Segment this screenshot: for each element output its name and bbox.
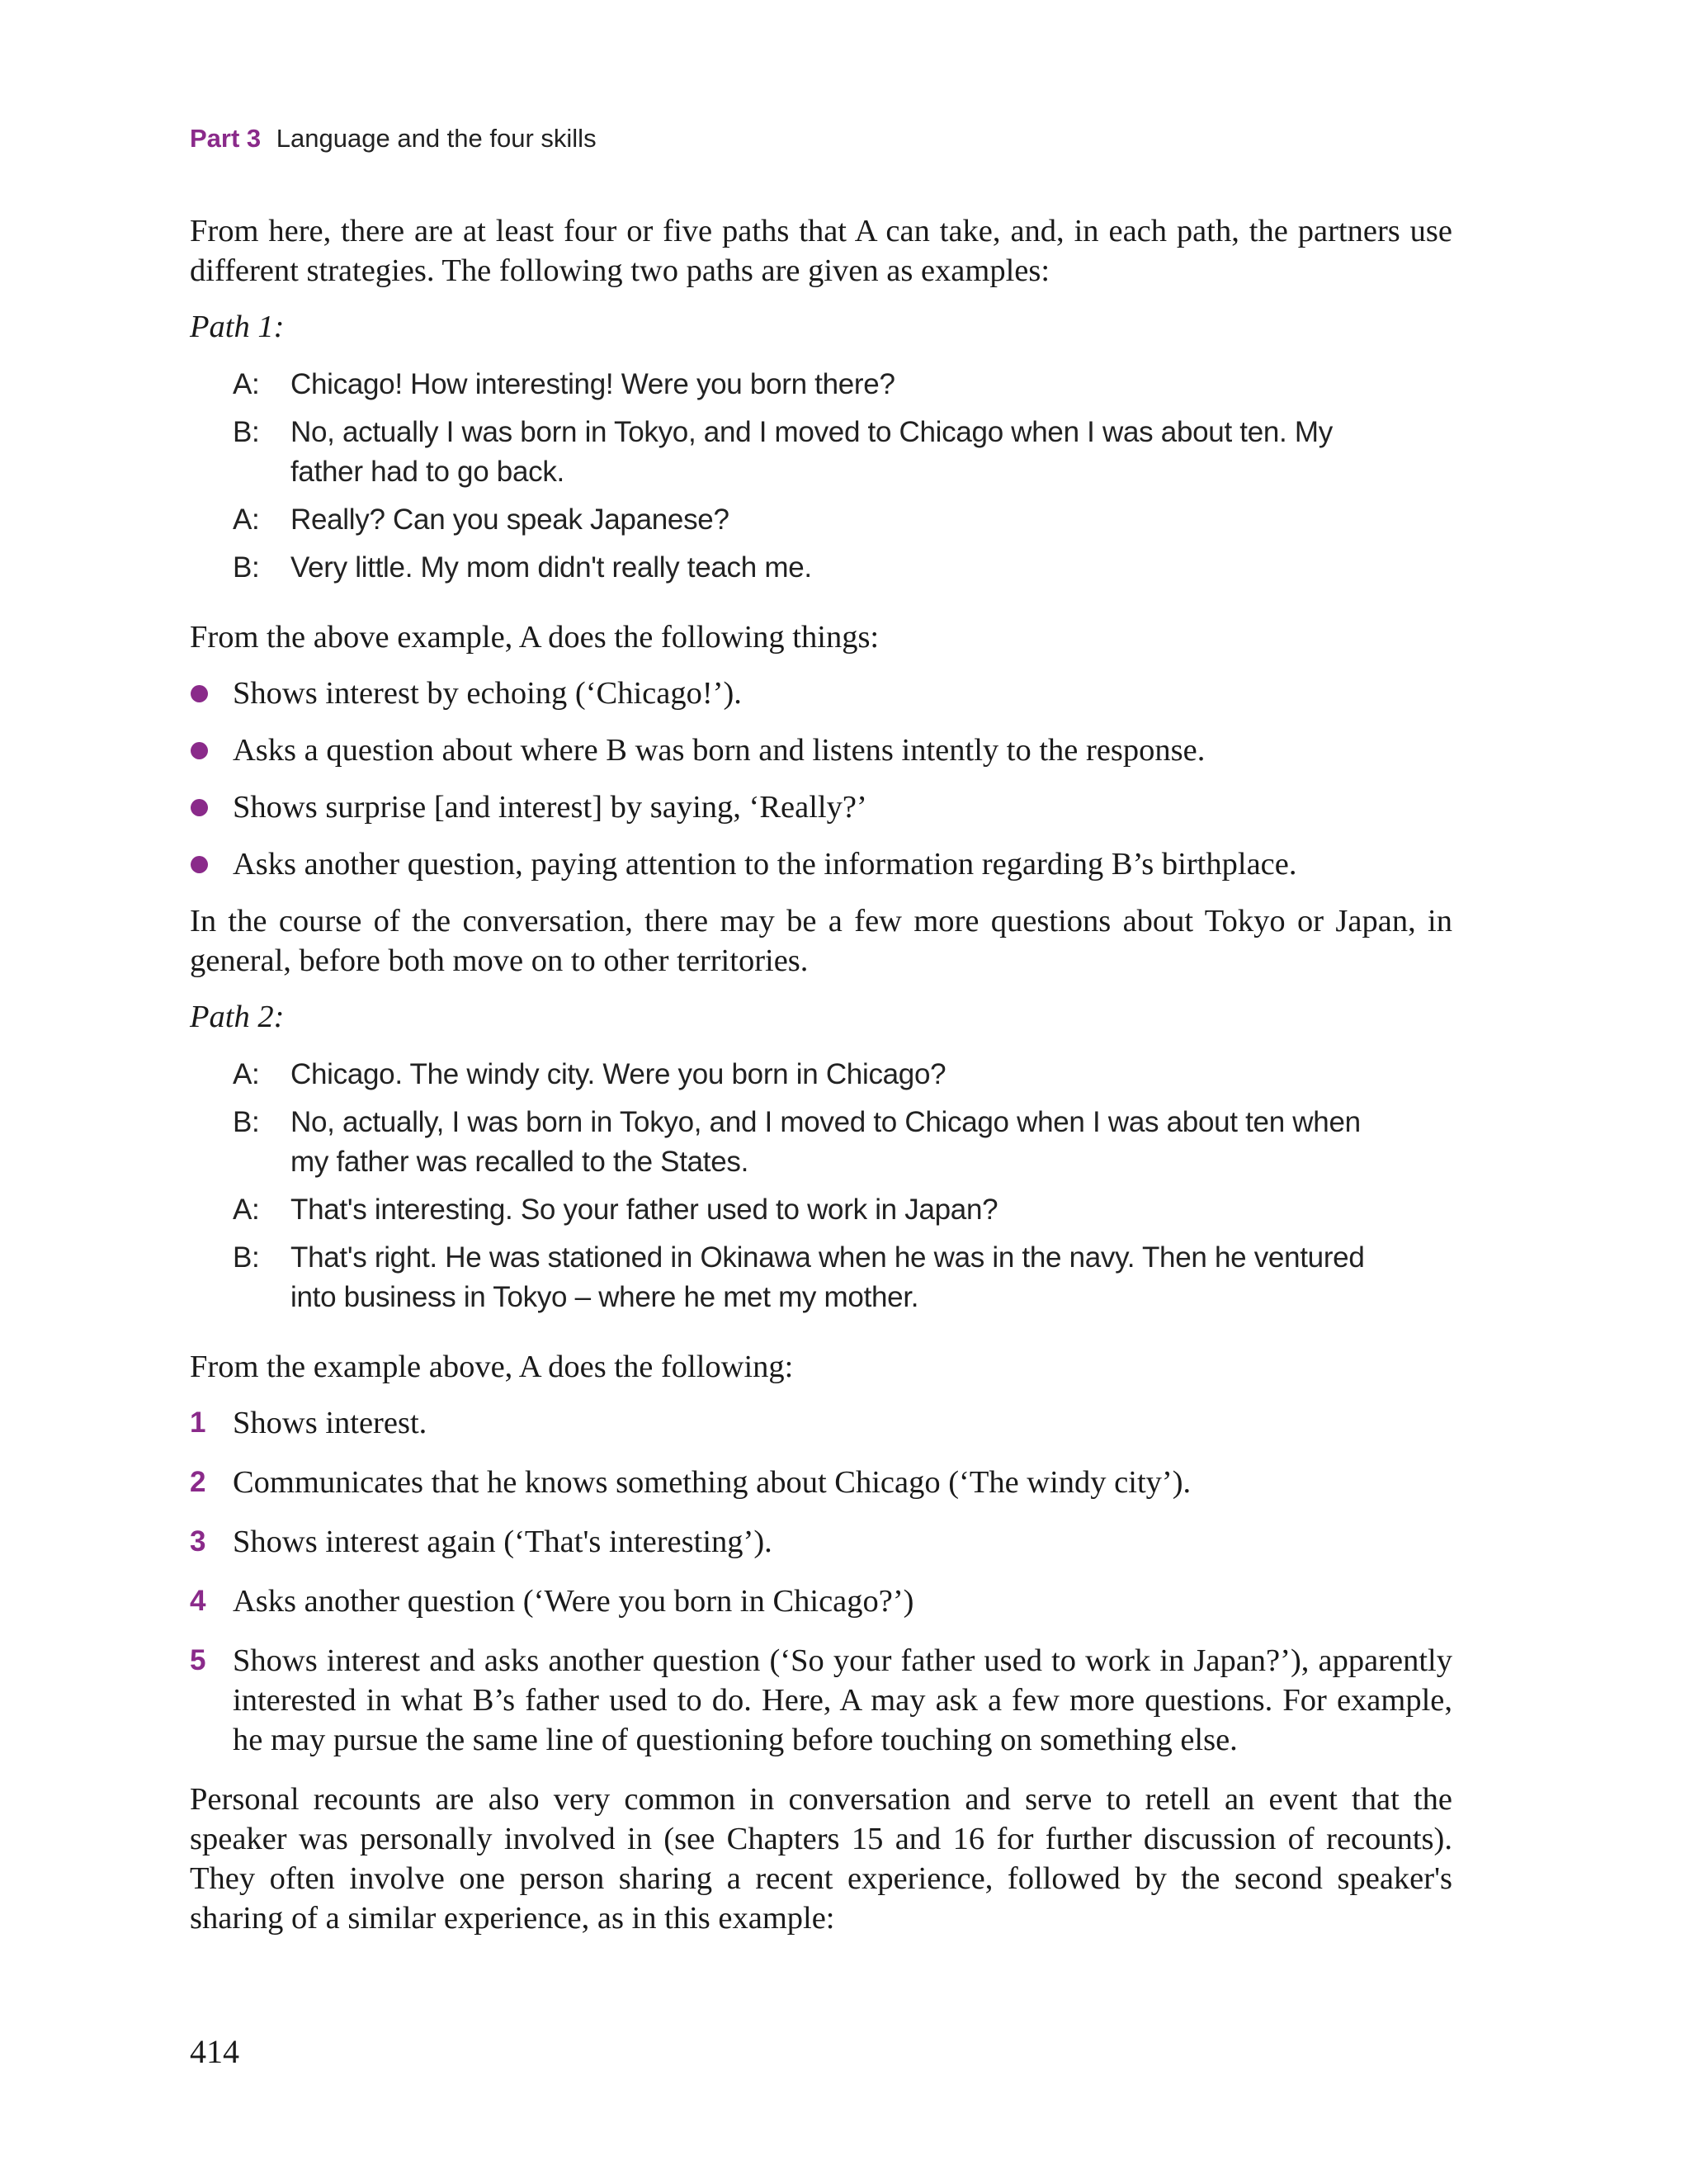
bullet-icon <box>190 844 233 884</box>
speaker-label: A: <box>233 1194 260 1226</box>
path2-numbered-list <box>190 1403 1452 1760</box>
path2-label: Path 2: <box>190 1000 285 1034</box>
intro-paragraph: From here, there are at least four or five paths that A can take, and, in each path, the partners use different strategies. The following two paths are given as examples: <box>190 214 1452 288</box>
dialogue-line <box>233 413 1452 492</box>
path1-label: Path 1: <box>190 310 285 344</box>
item-number: 4 <box>190 1585 206 1617</box>
dialogue-text: Very little. My mom didn't really teach me. <box>290 551 812 584</box>
path2-dialogue <box>233 1055 1452 1317</box>
speaker-label: B: <box>233 1241 260 1274</box>
dialogue-text: No, actually, I was born in Tokyo, and I moved to Chicago when I was about ten when my father was recalled to the States. <box>290 1106 1361 1178</box>
dialogue-text: That's right. He was stationed in Okinawa when he was in the navy. Then he ventured into business in Tokyo – where he met my mother. <box>290 1241 1365 1313</box>
running-head-title: Language and the four skills <box>276 124 597 153</box>
bullet-icon <box>190 674 233 713</box>
bullet-text: Asks a question about where B was born and listens intently to the response. <box>233 733 1206 768</box>
speaker-label: A: <box>233 503 260 536</box>
list-item <box>190 1403 1452 1443</box>
running-head-part: Part 3 <box>190 124 262 153</box>
list-item <box>190 674 1452 713</box>
item-number: 5 <box>190 1644 206 1676</box>
list-item <box>190 1463 1452 1502</box>
speaker-label: B: <box>233 551 260 584</box>
page-content <box>190 124 1452 1955</box>
path2-summary-intro: From the example above, A does the following: <box>190 1350 794 1384</box>
speaker-label: B: <box>233 416 260 448</box>
path1-summary-intro: From the above example, A does the following things: <box>190 620 880 655</box>
bullet-icon <box>190 787 233 827</box>
list-item <box>190 730 1452 770</box>
list-item <box>190 1522 1452 1562</box>
bullet-text: Shows interest by echoing (‘Chicago!’). <box>233 676 742 711</box>
item-text: Communicates that he knows something about Chicago (‘The windy city’). <box>233 1465 1192 1500</box>
item-text: Shows interest and asks another question (‘So your father used to work in Japan?’), apparently interested in what B’s father used to do. Here, A may ask a few more questions. For example, he may pursue the same line of questioning before touching on something else. <box>233 1643 1452 1757</box>
dialogue-line <box>233 365 1452 404</box>
bullet-text: Asks another question, paying attention to the information regarding B’s birthplace. <box>233 847 1297 882</box>
dialogue-line <box>233 1238 1452 1317</box>
page-number: 414 <box>190 2033 239 2070</box>
path1-bullet-list <box>190 674 1452 884</box>
dialogue-line <box>233 548 1452 588</box>
speaker-label: A: <box>233 368 260 400</box>
dialogue-line <box>233 1190 1452 1230</box>
dialogue-line <box>233 1103 1452 1182</box>
item-number: 2 <box>190 1466 206 1498</box>
item-text: Shows interest. <box>233 1406 427 1440</box>
dialogue-text: Really? Can you speak Japanese? <box>290 503 729 536</box>
recounts-paragraph: Personal recounts are also very common in conversation and serve to retell an event that the speaker was personally involved in (see Chapters 15 and 16 for further discussion of recounts). They often involve one person sharing a recent experience, followed by the second speaker's sharing of a similar experience, as in this example: <box>190 1782 1452 1936</box>
item-number: 1 <box>190 1406 206 1439</box>
list-item <box>190 1641 1452 1760</box>
speaker-label: A: <box>233 1058 260 1090</box>
bullet-text: Shows surprise [and interest] by saying, ‘Really?’ <box>233 790 867 825</box>
item-number: 3 <box>190 1525 206 1558</box>
running-head <box>190 124 1452 154</box>
path1-conclusion: In the course of the conversation, there may be a few more questions about Tokyo or Japan, in general, before both move on to other territories. <box>190 904 1452 978</box>
speaker-label: B: <box>233 1106 260 1138</box>
dialogue-text: No, actually I was born in Tokyo, and I moved to Chicago when I was about ten. My father had to go back. <box>290 416 1333 488</box>
list-item <box>190 844 1452 884</box>
item-text: Asks another question (‘Were you born in Chicago?’) <box>233 1584 914 1619</box>
dialogue-line <box>233 500 1452 540</box>
dialogue-text: That's interesting. So your father used to work in Japan? <box>290 1194 998 1226</box>
path1-dialogue <box>233 365 1452 588</box>
dialogue-text: Chicago! How interesting! Were you born there? <box>290 368 895 400</box>
bullet-icon <box>190 730 233 770</box>
dialogue-text: Chicago. The windy city. Were you born in Chicago? <box>290 1058 946 1090</box>
list-item <box>190 787 1452 827</box>
item-text: Shows interest again (‘That's interesting’). <box>233 1525 772 1559</box>
list-item <box>190 1581 1452 1621</box>
dialogue-line <box>233 1055 1452 1094</box>
